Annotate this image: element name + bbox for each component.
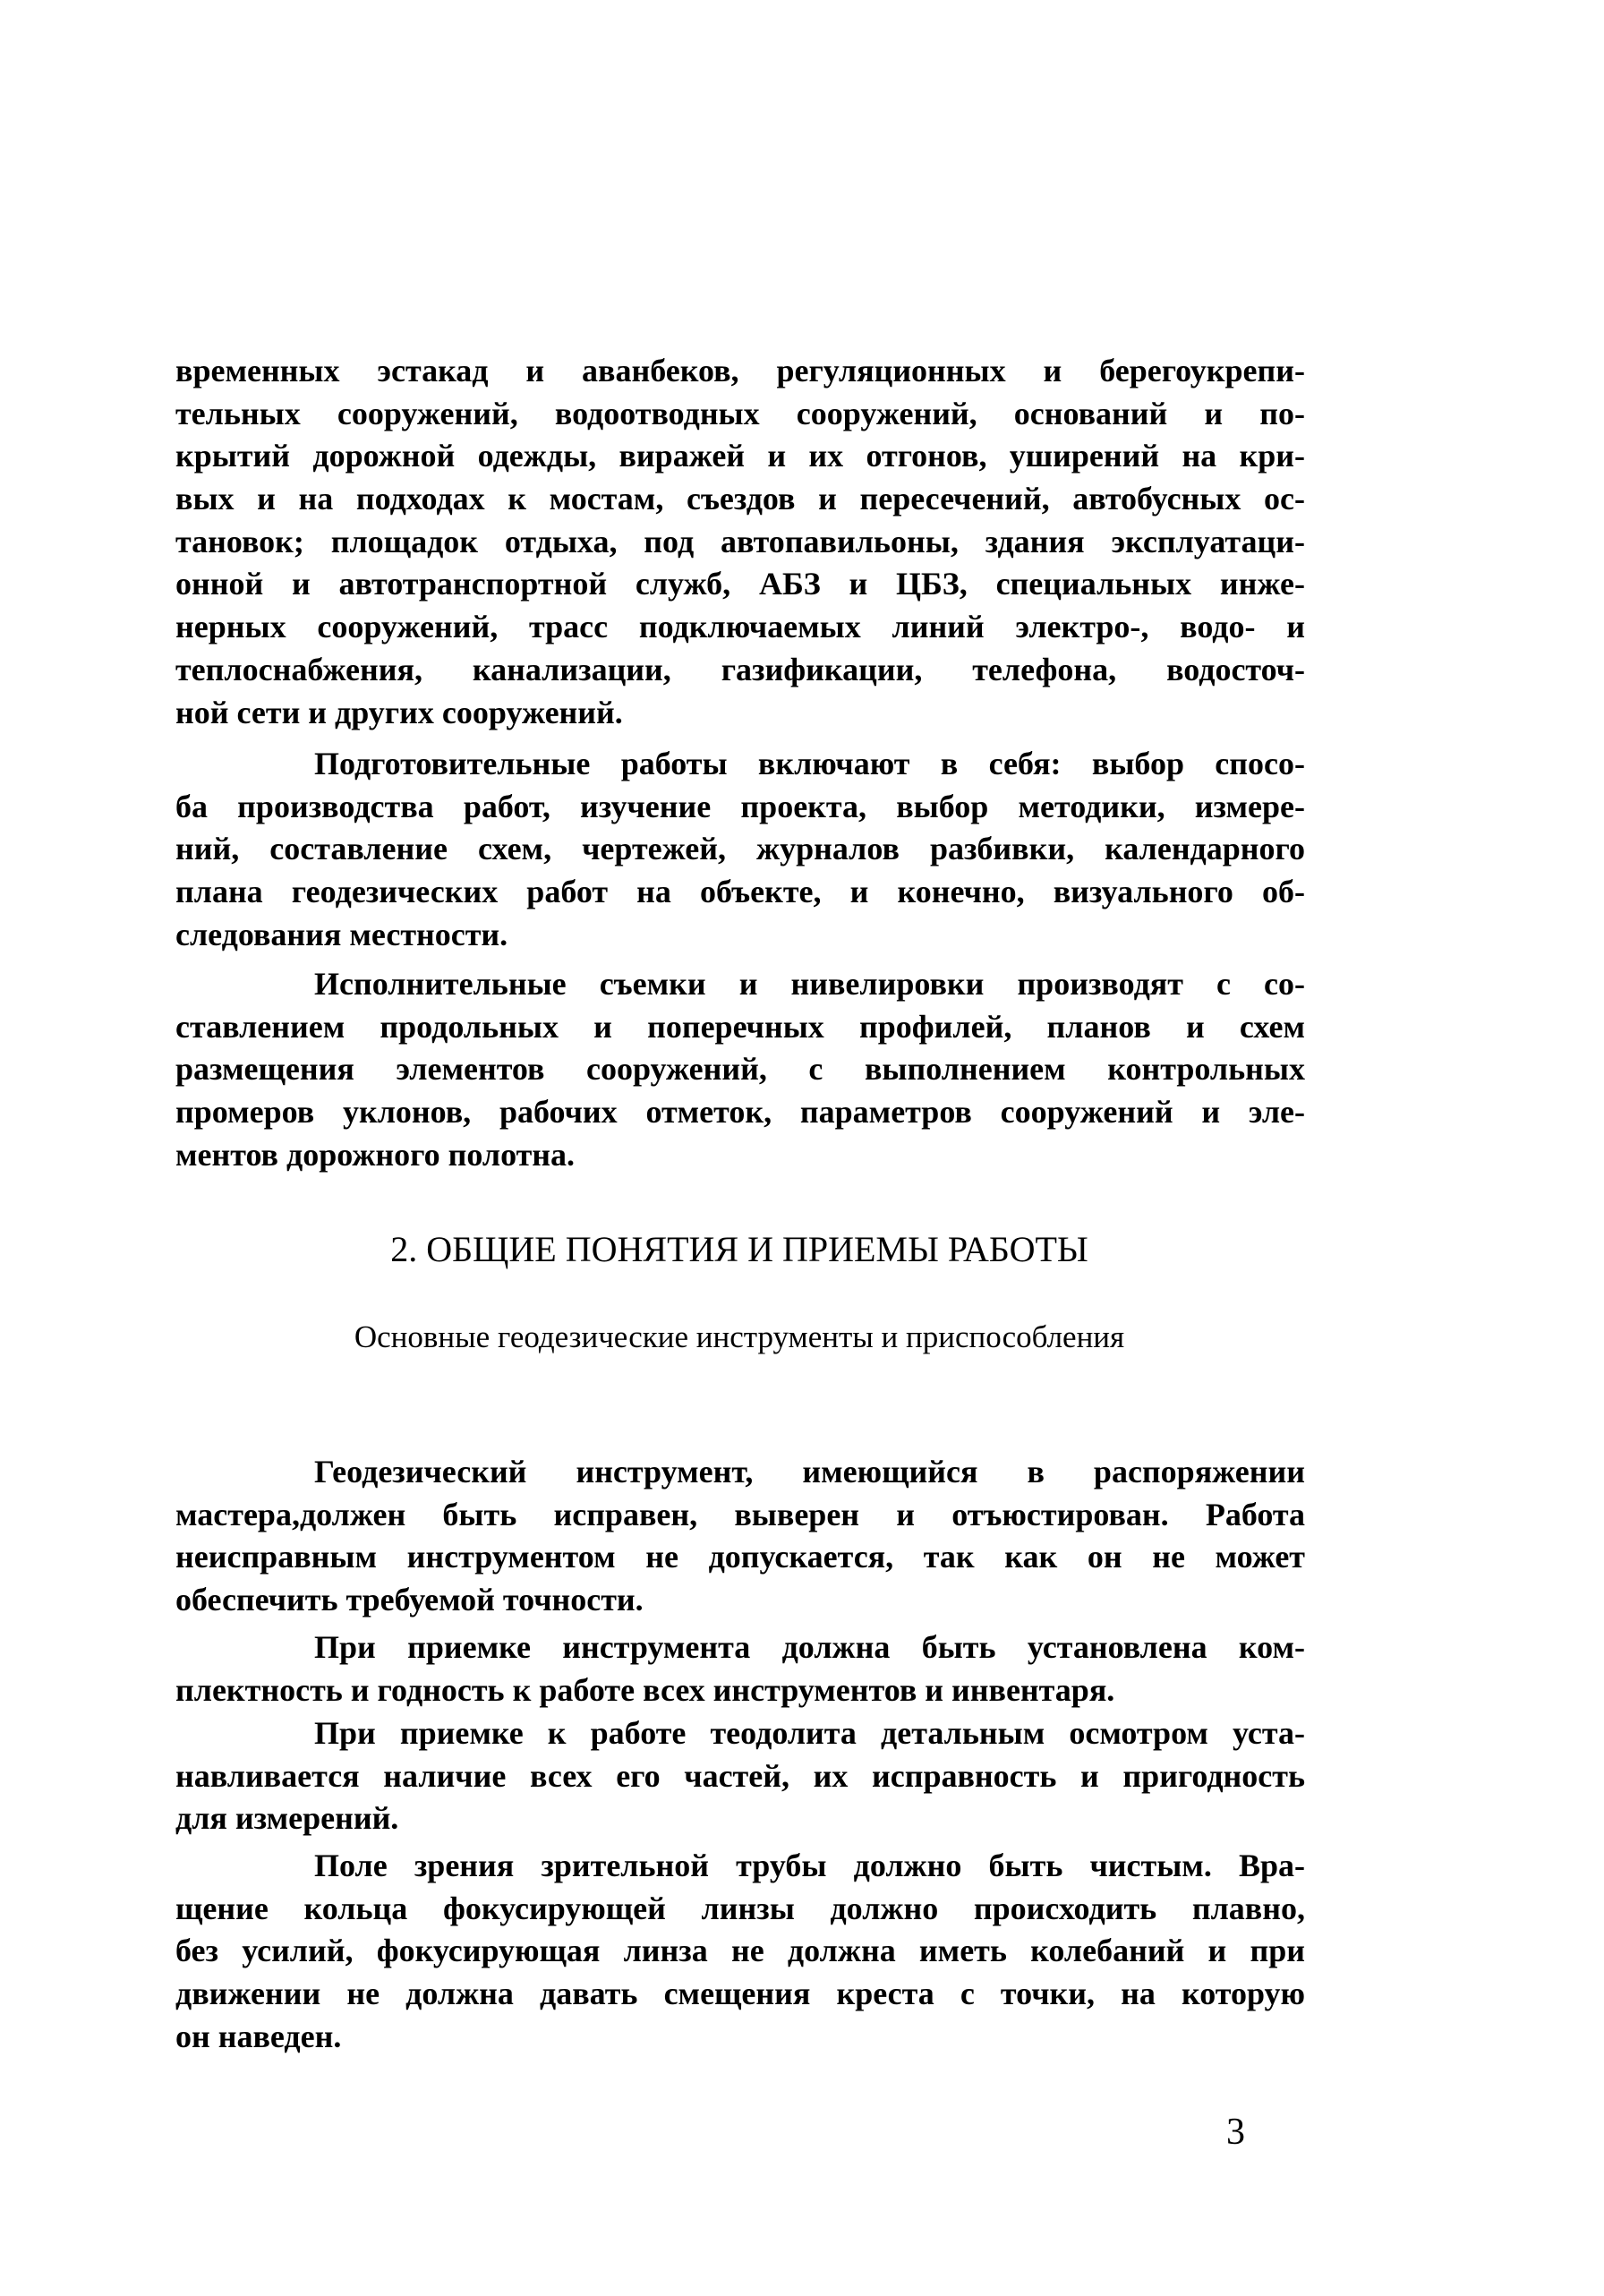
text-line: он наведен. — [175, 2018, 342, 2054]
text-line: для измерений. — [175, 1800, 399, 1837]
paragraph-3 — [175, 963, 1305, 1176]
text-line: тановок; площадок отдыха, под автопавильоны, здания эксплуатаци- — [175, 523, 1305, 559]
section-heading: 2. ОБЩИЕ ПОНЯТИЯ И ПРИЕМЫ РАБОТЫ — [390, 1229, 1088, 1269]
text-line: Геодезический инструмент, имеющийся в распоряжении — [314, 1454, 1305, 1489]
paragraph-6 — [175, 1712, 1305, 1840]
text-line: временных эстакад и аванбеков, регуляционных и берегоукрепи- — [175, 353, 1305, 388]
paragraph-7 — [175, 1845, 1305, 2058]
text-line: крытий дорожной одежды, виражей и их отгонов, уширений на кри- — [175, 438, 1305, 474]
paragraph-4 — [175, 1451, 1305, 1622]
text-line: При приемке к работе теодолита детальным осмотром уста- — [314, 1715, 1305, 1751]
text-line: неисправным инструментом не допускается, так как он не может — [175, 1539, 1305, 1575]
text-line: ставлением продольных и поперечных профилей, планов и схем — [175, 1008, 1305, 1045]
paragraph-5 — [175, 1626, 1305, 1711]
text-line: без усилий, фокусирующая линза не должна иметь колебаний и при — [175, 1933, 1305, 1969]
paragraph-2 — [175, 743, 1305, 956]
text-line: щение кольца фокусирующей линзы должно происходить плавно, — [175, 1890, 1305, 1926]
text-line: движении не должна давать смещения креста с точки, на которую — [175, 1976, 1305, 2012]
text-line: навливается наличие всех его частей, их исправность и пригодность — [175, 1757, 1305, 1794]
text-line: промеров уклонов, рабочих отметок, параметров сооружений и эле- — [175, 1094, 1305, 1131]
text-line: При приемке инструмента должна быть установлена ком- — [314, 1629, 1305, 1665]
text-line: размещения элементов сооружений, с выполнением контрольных — [175, 1051, 1305, 1088]
text-line: Подготовительные работы включают в себя: выбор спосо- — [314, 746, 1305, 781]
subsection-heading: Основные геодезические инструменты и приспособления — [354, 1319, 1125, 1354]
page-number: 3 — [1226, 2112, 1245, 2153]
text-line: ментов дорожного полотна. — [175, 1136, 576, 1173]
text-line: нерных сооружений, трасс подключаемых линий электро-, водо- и — [175, 609, 1305, 645]
text-line: плектность и годность к работе всех инструментов и инвентаря. — [175, 1671, 1115, 1708]
text-line: Исполнительные съемки и нивелировки производят с со- — [314, 966, 1305, 1002]
text-line: онной и автотранспортной служб, АБЗ и ЦБЗ, специальных инже- — [175, 566, 1305, 602]
text-line: плана геодезических работ на объекте, и конечно, визуального об- — [175, 874, 1305, 910]
text-line: Поле зрения зрительной трубы должно быть чистым. Вра- — [314, 1848, 1305, 1883]
text-line: ба производства работ, изучение проекта, выбор методики, измере- — [175, 788, 1305, 824]
paragraph-1 — [175, 350, 1305, 734]
text-line: обеспечить требуемой точности. — [175, 1582, 644, 1618]
text-line: теплоснабжения, канализации, газификации, телефона, водосточ- — [175, 651, 1305, 687]
text-line: ной сети и других сооружений. — [175, 694, 623, 730]
text-line: вых и на подходах к мостам, съездов и пересечений, автобусных ос- — [175, 481, 1305, 517]
text-line: следования местности. — [175, 916, 508, 952]
text-line: ний, составление схем, чертежей, журналов разбивки, календарного — [175, 831, 1305, 867]
text-line: мастера,должен быть исправен, выверен и отъюстирован. Работа — [175, 1496, 1305, 1532]
text-line: тельных сооружений, водоотводных сооружений, оснований и по- — [175, 395, 1305, 431]
